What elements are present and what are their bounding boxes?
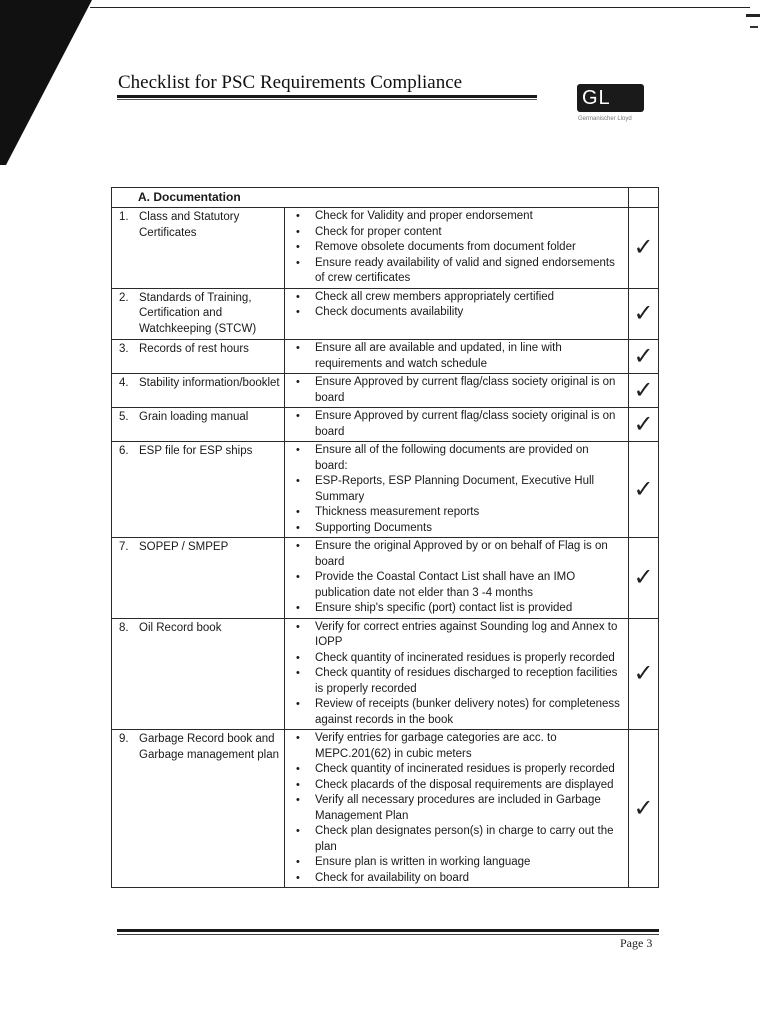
tick-cell xyxy=(629,374,659,408)
item-number: 4. xyxy=(119,377,129,389)
item-label: SOPEP / SMPEP xyxy=(139,541,229,553)
item-label: ESP file for ESP ships xyxy=(139,445,253,457)
checkmark-icon: ✓ xyxy=(633,409,654,438)
check-item: • Check plan designates person(s) in charge to carry out the plan xyxy=(285,824,624,855)
check-item: • Ensure Approved by current flag/class society original is on board xyxy=(285,409,624,440)
item-cell xyxy=(112,442,285,538)
item-number: 7. xyxy=(119,541,129,553)
item-number: 2. xyxy=(119,291,129,304)
checks-cell xyxy=(285,288,629,340)
tick-cell xyxy=(629,408,659,442)
checklist-row xyxy=(112,730,659,888)
item-label: Oil Record book xyxy=(139,621,222,634)
check-list xyxy=(285,731,624,886)
item-cell xyxy=(112,730,285,888)
tick-cell xyxy=(629,618,659,730)
checkmark-icon: ✓ xyxy=(633,375,654,404)
checkmark-icon: ✓ xyxy=(633,233,654,261)
check-item: • Ensure all are available and updated, in line with requirements and watch schedule xyxy=(285,341,624,372)
checklist-row xyxy=(112,408,659,442)
check-list xyxy=(285,375,624,406)
scan-top-edge xyxy=(90,7,750,8)
item-label: Grain loading manual xyxy=(139,411,249,423)
document-title: Checklist for PSC Requirements Compliance xyxy=(118,72,463,93)
gl-logo: GL xyxy=(577,84,644,112)
tick-cell xyxy=(629,538,659,619)
item-label: Standards of Training, Certification and Watchkeeping (STCW) xyxy=(139,291,257,335)
scan-edge-mark xyxy=(750,26,758,28)
check-item: • Check quantity of residues discharged to reception facilities is properly recorded xyxy=(285,666,624,697)
checks-cell xyxy=(285,730,629,888)
tick-cell xyxy=(629,288,659,340)
checklist-row xyxy=(112,288,659,340)
checklist-row xyxy=(112,442,659,538)
item-cell xyxy=(112,408,285,442)
check-list xyxy=(285,620,624,729)
logo-tagline: Germanischer Lloyd xyxy=(578,116,632,122)
item-cell xyxy=(112,538,285,619)
check-item: • Remove obsolete documents from document folder xyxy=(285,240,624,256)
section-title: A. Documentation xyxy=(112,188,629,208)
item-label: Stability information/booklet xyxy=(139,377,280,389)
check-item: • Verify entries for garbage categories are acc. to MEPC.201(62) in cubic meters xyxy=(285,731,624,762)
section-tick-cell xyxy=(629,188,659,208)
check-item: • Ensure the original Approved by or on behalf of Flag is on board xyxy=(285,539,624,570)
item-cell xyxy=(112,340,285,374)
checklist-row xyxy=(112,374,659,408)
item-label: Garbage Record book and Garbage management plan xyxy=(139,733,280,761)
check-item: • Check documents availability xyxy=(285,305,624,321)
tick-cell xyxy=(629,730,659,888)
checklist-row xyxy=(112,538,659,619)
checklist-row xyxy=(112,618,659,730)
check-item: • Check quantity of incinerated residues is properly recorded xyxy=(285,651,624,667)
check-list xyxy=(285,443,624,536)
check-list xyxy=(285,209,624,287)
check-item: • Check for availability on board xyxy=(285,871,624,887)
checkmark-icon: ✓ xyxy=(633,474,654,503)
check-item: • Check placards of the disposal requirements are displayed xyxy=(285,778,624,794)
checks-cell xyxy=(285,374,629,408)
check-item: • Supporting Documents xyxy=(285,521,624,537)
tick-cell xyxy=(629,340,659,374)
checks-cell xyxy=(285,208,629,289)
item-number: 6. xyxy=(119,445,129,457)
checklist-table xyxy=(111,187,659,888)
checkmark-icon: ✓ xyxy=(633,563,654,591)
item-number: 3. xyxy=(119,343,129,355)
item-label: Class and Statutory Certificates xyxy=(139,211,240,239)
checkmark-icon: ✓ xyxy=(633,341,654,370)
checks-cell xyxy=(285,442,629,538)
tick-cell xyxy=(629,208,659,289)
checks-cell xyxy=(285,618,629,730)
footer-rule xyxy=(117,929,659,932)
item-number: 9. xyxy=(119,733,129,745)
check-item: • Verify for correct entries against Sounding log and Annex to IOPP xyxy=(285,620,624,651)
item-cell xyxy=(112,374,285,408)
check-item: • Verify all necessary procedures are included in Garbage Management Plan xyxy=(285,793,624,824)
section-header-row xyxy=(112,188,659,208)
check-item: • Ensure plan is written in working language xyxy=(285,855,624,871)
title-underline xyxy=(117,99,537,100)
item-number: 5. xyxy=(119,411,129,423)
checkmark-icon: ✓ xyxy=(633,299,654,327)
page-number: Page 3 xyxy=(620,936,653,950)
footer-rule xyxy=(117,934,659,935)
check-item: • Ensure all of the following documents are provided on board: xyxy=(285,443,624,474)
check-list xyxy=(285,539,624,617)
checkmark-icon: ✓ xyxy=(633,659,654,687)
check-list xyxy=(285,290,624,321)
title-underline xyxy=(117,95,537,98)
check-item: • Check for Validity and proper endorsement xyxy=(285,209,624,225)
check-item: • Check all crew members appropriately certified xyxy=(285,290,624,306)
checkmark-icon: ✓ xyxy=(633,793,654,822)
item-number: 8. xyxy=(119,621,129,634)
check-item: • Ensure ready availability of valid and signed endorsements of crew certificates xyxy=(285,256,624,287)
check-item: • Review of receipts (bunker delivery notes) for completeness against records in the book xyxy=(285,697,624,728)
check-item: • Thickness measurement reports xyxy=(285,505,624,521)
check-item: • Check quantity of incinerated residues is properly recorded xyxy=(285,762,624,778)
item-label: Records of rest hours xyxy=(139,343,249,355)
check-item: • ESP-Reports, ESP Planning Document, Executive Hull Summary xyxy=(285,474,624,505)
check-item: • Ensure Approved by current flag/class society original is on board xyxy=(285,375,624,406)
check-list xyxy=(285,341,624,372)
checks-cell xyxy=(285,408,629,442)
scan-edge-mark xyxy=(746,14,760,17)
checklist-row xyxy=(112,208,659,289)
scan-corner-shadow xyxy=(0,0,100,170)
check-item: • Check for proper content xyxy=(285,225,624,241)
item-cell xyxy=(112,288,285,340)
checks-cell xyxy=(285,340,629,374)
item-cell xyxy=(112,618,285,730)
check-list xyxy=(285,409,624,440)
checks-cell xyxy=(285,538,629,619)
check-item: • Provide the Coastal Contact List shall have an IMO publication date not elder than 3 -4 months xyxy=(285,570,624,601)
checklist-row xyxy=(112,340,659,374)
item-number: 1. xyxy=(119,211,129,223)
item-cell xyxy=(112,208,285,289)
check-item: • Ensure ship's specific (port) contact list is provided xyxy=(285,601,624,617)
tick-cell xyxy=(629,442,659,538)
